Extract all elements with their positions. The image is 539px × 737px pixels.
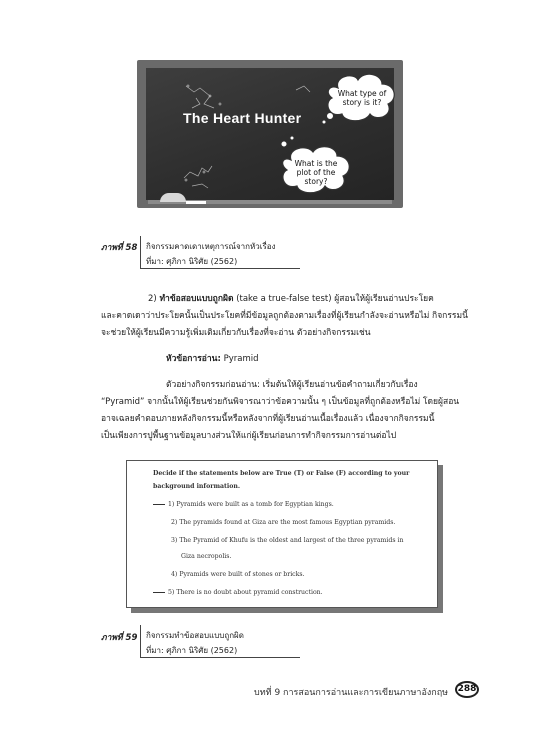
- worksheet-item: 3) The Pyramid of Khufu is the oldest and largest of the three pyramids in: [171, 537, 404, 544]
- figure-58-title: กิจกรรมคาดเดาเหตุการณ์จากหัวเรื่อง: [146, 242, 276, 251]
- paragraph-2-line-1: ตัวอย่างกิจกรรมก่อนอ่าน: เริ่มต้นให้ผู้เรียนอ่านข้อคำถามเกี่ยวกับเรื่อง: [166, 380, 418, 390]
- item-text: 5) There is no doubt about pyramid construction.: [168, 589, 323, 596]
- item-text: 1) Pyramids were built as a tomb for Egyptian kings.: [168, 501, 334, 508]
- method-description: (take a true-false test) ผู้สอนให้ผู้เรียนอ่านประโยค: [236, 294, 434, 304]
- figure-59-source: ที่มา: ศุภิกา นิริศัย (2562): [146, 646, 238, 655]
- worksheet-item: [153, 501, 334, 508]
- caption-divider: [140, 625, 141, 657]
- method-name: ทำข้อสอบแบบถูกผิด: [159, 294, 234, 304]
- worksheet: [126, 460, 438, 608]
- paragraph-1-line-1: [148, 291, 434, 307]
- figure-58-source: ที่มา: ศุภิกา นิริศัย (2562): [146, 257, 238, 266]
- worksheet-item: [153, 589, 323, 596]
- figure-59-label: ภาพที่ 59: [101, 633, 138, 643]
- board-title: The Heart Hunter: [183, 110, 302, 126]
- figure-58-label: ภาพที่ 58: [101, 243, 138, 253]
- paragraph-1-line-3: จะช่วยให้ผู้เรียนมีความรู้เพิ่มเติมเกี่ยวกับเรื่องที่จะอ่าน ตัวอย่างกิจกรรมเช่น: [101, 328, 371, 338]
- answer-blank: [153, 504, 165, 505]
- paragraph-2-line-4: เป็นเพียงการปูพื้นฐานข้อมูลบางส่วนให้แก่ผู้เรียนก่อนการทำกิจกรรมการอ่านต่อไป: [101, 431, 397, 441]
- paragraph-2-line-3: อาจเฉลยคำตอบภายหลังกิจกรรมนี้หรือหลังจากที่ผู้เรียนอ่านเนื้อเรื่องแล้ว เนื่องจากกิจกรรมนี้: [101, 414, 435, 424]
- paragraph-2-line-2: “Pyramid” จากนั้นให้ผู้เรียนช่วยกันพิจารณาว่าข้อความนั้น ๆ เป็นข้อมูลที่ถูกต้องหรือไม่ โดยผู้สอน: [101, 397, 460, 407]
- item-number: 2): [148, 294, 157, 304]
- caption-underline: [140, 657, 300, 658]
- bubble-top-text: What type of story is it?: [337, 89, 387, 107]
- bubble-bottom-text: What is the plot of the story?: [294, 159, 338, 186]
- worksheet-item-continued: Giza necropolis.: [181, 553, 232, 560]
- thought-dots: [278, 132, 308, 148]
- page-number: 288: [455, 681, 479, 698]
- thought-bubble-top: [320, 72, 400, 124]
- caption-divider: [140, 236, 141, 268]
- reading-topic: [166, 351, 258, 367]
- eraser: [160, 193, 186, 202]
- caption-underline: [140, 268, 300, 269]
- worksheet-instruction-2: background information.: [153, 483, 241, 490]
- worksheet-instruction-1: Decide if the statements below are True (T) or False (F) according to your: [153, 470, 410, 477]
- worksheet-item: 4) Pyramids were built of stones or bricks.: [171, 571, 305, 578]
- chalk-stick: [186, 201, 206, 204]
- worksheet-item: 2) The pyramids found at Giza are the most famous Egyptian pyramids.: [171, 519, 396, 526]
- figure-59-title: กิจกรรมทำข้อสอบแบบถูกผิด: [146, 631, 244, 640]
- paragraph-1-line-2: และคาดเดาว่าประโยคนั้นเป็นประโยคที่มีข้อมูลถูกต้องตามเรื่องที่ผู้เรียนกำลังจะอ่านหรือไม่ กิจกรรมนี้: [101, 311, 468, 321]
- answer-blank: [153, 592, 165, 593]
- thought-bubble-bottom: [275, 146, 355, 196]
- topic-value: Pyramid: [223, 354, 259, 364]
- topic-label: หัวข้อการอ่าน:: [166, 354, 221, 364]
- chapter-footer: บทที่ 9 การสอนการอ่านและการเขียนภาษาอังกฤษ: [254, 688, 449, 698]
